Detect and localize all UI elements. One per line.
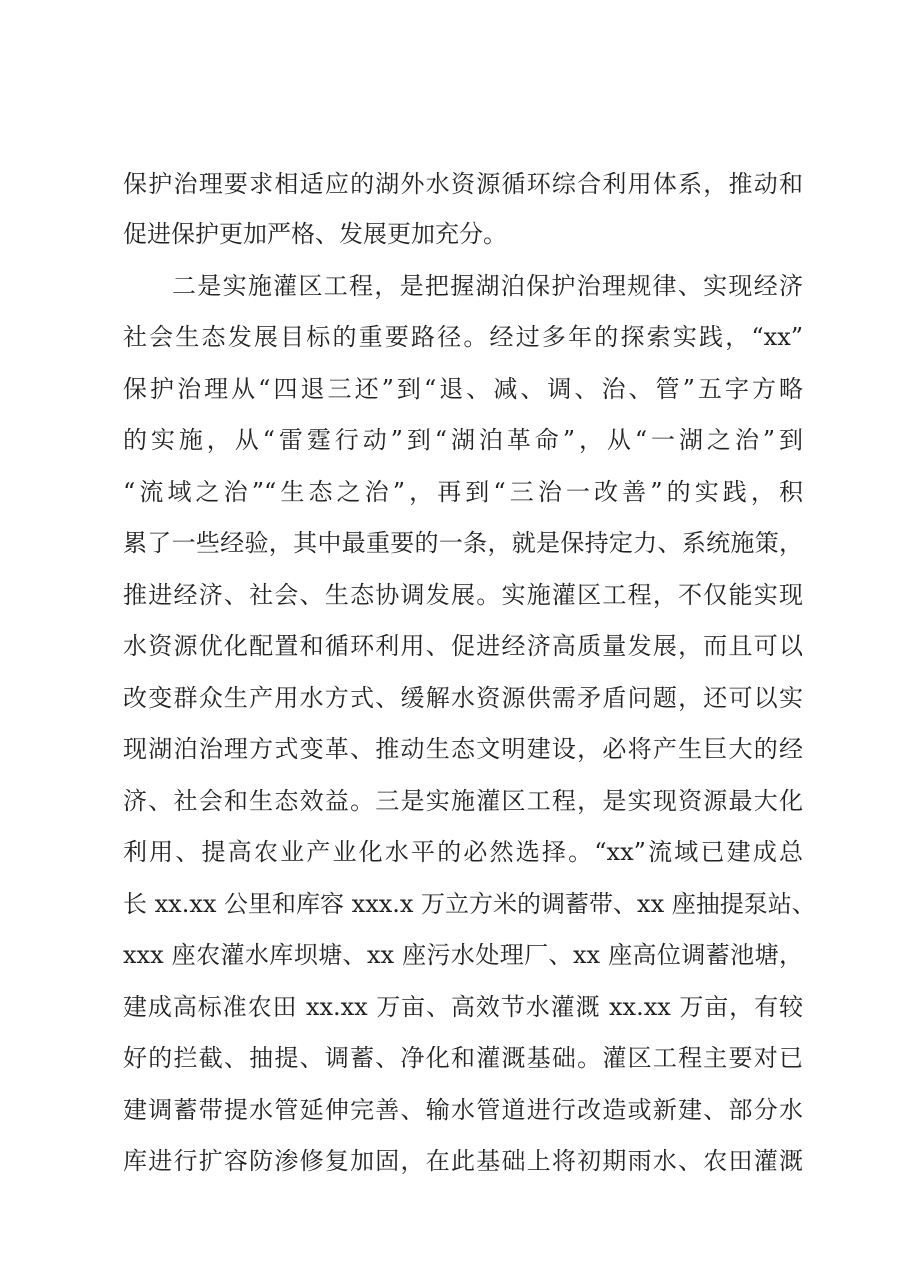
text-line: 改变群众生产用水方式、缓解水资源供需矛盾问题，还可以实: [123, 684, 803, 712]
text-line: 济、社会和生态效益。三是实施灌区工程，是实现资源最大化: [123, 787, 803, 815]
text-line: 保护治理要求相适应的湖外水资源循环综合利用体系，推动和: [123, 170, 803, 198]
text-line: “流域之治”“生态之治”，再到“三治一改善”的实践，积: [123, 478, 803, 506]
text-line: 现湖泊治理方式变革、推动生态文明建设，必将产生巨大的经: [123, 735, 803, 763]
text-line: 推进经济、社会、生态协调发展。实施灌区工程，不仅能实现: [123, 581, 803, 609]
text-line: 库进行扩容防渗修复加固，在此基础上将初期雨水、农田灌溉: [123, 1147, 803, 1175]
text-line: xxx 座农灌水库坝塘、xx 座污水处理厂、xx 座高位调蓄池塘，: [123, 941, 803, 969]
text-line: 累了一些经验，其中最重要的一条，就是保持定力、系统施策，: [123, 529, 803, 557]
text-line: 保护治理从“四退三还”到“退、减、调、治、管”五字方略: [123, 375, 803, 403]
text-line: 利用、提高农业产业化水平的必然选择。“xx”流域已建成总: [123, 838, 803, 866]
text-line: 社会生态发展目标的重要路径。经过多年的探索实践，“xx”: [123, 323, 803, 351]
text-line: 水资源优化配置和循环利用、促进经济高质量发展，而且可以: [123, 632, 803, 660]
text-line: 长 xx.xx 公里和库容 xxx.x 万立方米的调蓄带、xx 座抽提泵站、: [123, 890, 816, 918]
paragraph-first-line: 二是实施灌区工程，是把握湖泊保护治理规律、实现经济: [172, 272, 803, 300]
text-line: 促进保护更加严格、发展更加充分。: [123, 220, 507, 248]
text-line: 建调蓄带提水管延伸完善、输水管道进行改造或新建、部分水: [123, 1096, 803, 1124]
text-line: 的实施，从“雷霆行动”到“湖泊革命”，从“一湖之治”到: [123, 426, 803, 454]
text-line: 好的拦截、抽提、调蓄、净化和灌溉基础。灌区工程主要对已: [123, 1044, 803, 1072]
text-line: 建成高标准农田 xx.xx 万亩、高效节水灌溉 xx.xx 万亩，有较: [123, 993, 803, 1021]
